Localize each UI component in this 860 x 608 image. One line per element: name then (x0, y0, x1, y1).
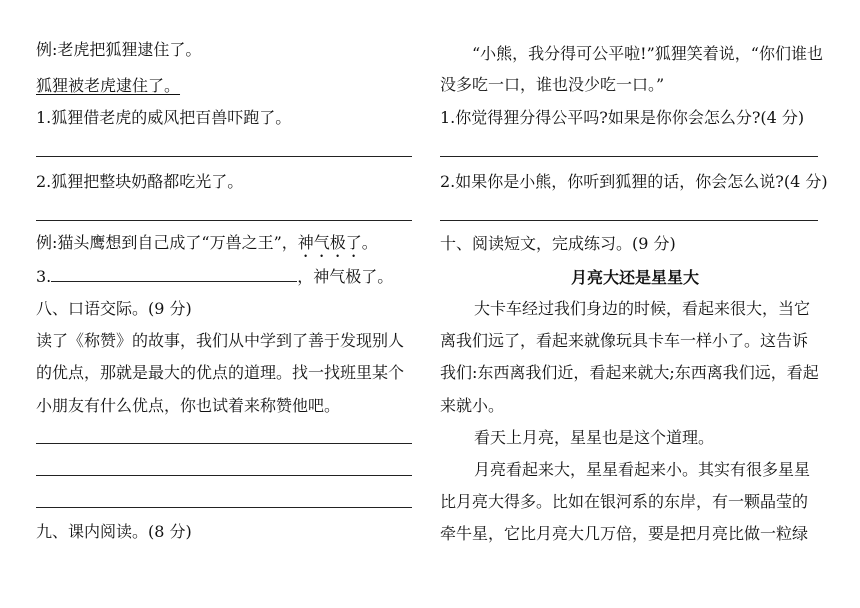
quote-line-1: “小熊，我分得可公平啦!”狐狸笑着说，“你们谁也 (472, 44, 823, 63)
right-question-2: 2.如果你是小熊，你听到狐狸的话，你会怎么说?(4 分) (440, 172, 828, 191)
passage-line-2: 离我们远了，看起来就像玩具卡车一样小了。这告诉 (440, 331, 809, 350)
passage-title: 月亮大还是星星大 (570, 268, 699, 287)
answer-line[interactable] (36, 220, 412, 221)
question-1: 1.狐狸借老虎的威风把百兽吓跑了。 (36, 108, 292, 127)
example-sentence-2 (36, 233, 378, 261)
answer-line[interactable] (36, 443, 412, 444)
passage-line-7: 比月亮大得多。比如在银河系的东岸，有一颗晶莹的 (440, 492, 809, 511)
passage-line-1: 大卡车经过我们身边的时候，看起来很大，当它 (474, 299, 811, 318)
passage-line-4: 来就小。 (440, 396, 505, 415)
section-8-text-3: 小朋友有什么优点，你也试着来称赞他吧。 (36, 396, 341, 415)
passage-line-8: 牵牛星，它比月亮大几万倍，要是把月亮比做一粒绿 (440, 524, 809, 543)
answer-line[interactable] (36, 156, 412, 157)
section-10-heading: 十、阅读短文，完成练习。(9 分) (440, 234, 676, 253)
answer-line[interactable] (36, 475, 412, 476)
question-3-suffix: ，神气极了。 (297, 267, 394, 286)
example-2-prefix: 例:猫头鹰想到自己成了“万兽之王”， (36, 233, 298, 252)
section-8-text-2: 的优点，那就是最大的优点的道理。找一找班里某个 (36, 363, 405, 382)
passage-line-5: 看天上月亮，星星也是这个道理。 (474, 428, 715, 447)
answer-line[interactable] (440, 156, 818, 157)
section-9-heading: 九、课内阅读。(8 分) (36, 522, 192, 541)
example-answer-1: 狐狸被老虎逮住了。 (36, 76, 181, 95)
passage-line-6: 月亮看起来大，星星看起来小。其实有很多星星 (474, 460, 811, 479)
question-3-prefix: 3. (36, 267, 52, 286)
section-8-text-1: 读了《称赞》的故事，我们从中学到了善于发现别人 (36, 331, 405, 350)
example-2-suffix: 。 (361, 233, 378, 252)
question-2: 2.狐狸把整块奶酪都吃光了。 (36, 172, 244, 191)
fill-blank[interactable] (51, 267, 297, 282)
quote-line-2: 没多吃一口，谁也没少吃一口。” (440, 75, 665, 94)
example-sentence-1: 例:老虎把狐狸逮住了。 (36, 40, 202, 59)
section-8-heading: 八、口语交际。(9 分) (36, 299, 192, 318)
right-question-1: 1.你觉得狸分得公平吗?如果是你你会怎么分?(4 分) (440, 108, 805, 127)
emphasized-phrase: 神气极了 (297, 233, 362, 252)
answer-line[interactable] (440, 220, 818, 221)
passage-line-3: 我们:东西离我们近，看起来就大;东西离我们远，看起 (440, 363, 819, 382)
answer-line[interactable] (36, 507, 412, 508)
question-3 (36, 267, 393, 287)
